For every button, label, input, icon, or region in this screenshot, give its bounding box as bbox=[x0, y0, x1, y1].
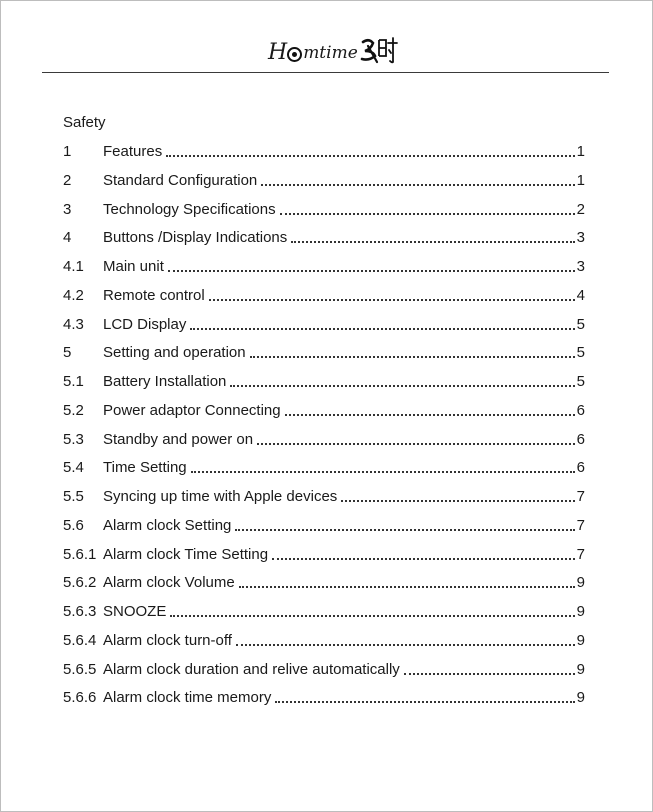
toc-entry-page: 5 bbox=[576, 344, 585, 362]
toc-entry-number: 5.6.3 bbox=[63, 603, 97, 620]
toc-entry[interactable] bbox=[63, 517, 585, 535]
toc-entry-number: 5.1 bbox=[63, 373, 84, 390]
toc-entry[interactable] bbox=[63, 488, 585, 506]
toc-entry-title: LCD Display bbox=[103, 315, 187, 333]
toc-entry-number: 4.1 bbox=[63, 258, 84, 275]
toc-entry[interactable] bbox=[63, 316, 585, 334]
toc-dot-leader bbox=[404, 673, 575, 675]
toc-entry-title: Alarm clock Volume bbox=[103, 574, 235, 592]
toc-entry-page: 6 bbox=[576, 401, 585, 419]
toc-dot-leader bbox=[170, 615, 574, 617]
toc-entry-title: Technology Specifications bbox=[103, 200, 276, 218]
toc-entry-title: SNOOZE bbox=[103, 603, 167, 620]
toc-entry[interactable] bbox=[63, 546, 585, 564]
toc-dot-leader bbox=[191, 471, 575, 473]
toc-entry-title: Alarm clock Setting bbox=[103, 516, 232, 534]
toc-entry[interactable] bbox=[63, 603, 585, 621]
toc-dot-leader bbox=[261, 184, 574, 186]
toc-entry-number: 5.6 bbox=[63, 516, 84, 534]
toc-entry-title: Setting and operation bbox=[103, 344, 246, 362]
toc-entry-number: 5.6.6 bbox=[63, 689, 97, 707]
toc-entry-number: 5.2 bbox=[63, 401, 84, 419]
toc-entry-title: Alarm clock time memory bbox=[103, 689, 272, 707]
toc-entry-title: Standby and power on bbox=[103, 430, 254, 448]
toc-entry-page: 6 bbox=[576, 459, 585, 477]
toc-entry-page: 7 bbox=[576, 545, 585, 563]
toc-entry[interactable] bbox=[63, 287, 585, 305]
toc-entry[interactable] bbox=[63, 229, 585, 247]
toc-entry-page: 5 bbox=[576, 373, 585, 390]
toc-entry-number: 1 bbox=[63, 143, 72, 160]
toc-entry-page: 2 bbox=[576, 200, 585, 218]
toc-dot-leader bbox=[239, 586, 575, 588]
toc-entry-page: 9 bbox=[576, 660, 585, 678]
toc-dot-leader bbox=[280, 213, 575, 215]
toc-entry-title: Buttons /Display Indications bbox=[103, 229, 288, 247]
toc-entry[interactable] bbox=[63, 459, 585, 477]
toc-entry[interactable] bbox=[63, 172, 585, 190]
toc-dot-leader bbox=[209, 299, 575, 301]
toc-entry-number: 5.5 bbox=[63, 488, 84, 505]
toc-entry-title: Standard Configuration bbox=[103, 171, 258, 189]
toc-entry-page: 5 bbox=[576, 315, 585, 333]
header-divider bbox=[42, 72, 609, 73]
toc-entry-number: 3 bbox=[63, 200, 72, 218]
toc-entry[interactable] bbox=[63, 373, 585, 391]
toc-entry[interactable] bbox=[63, 143, 585, 161]
toc-entry-page: 3 bbox=[576, 229, 585, 247]
toc-dot-leader bbox=[235, 529, 574, 531]
toc-entry-number: 5 bbox=[63, 344, 72, 362]
toc-entry-page: 6 bbox=[576, 430, 585, 448]
toc-entry-title: Remote control bbox=[103, 286, 205, 304]
toc-entry-page: 9 bbox=[576, 631, 585, 649]
toc-entry-page: 9 bbox=[576, 574, 585, 592]
toc-entry-title: Battery Installation bbox=[103, 373, 227, 390]
toc-entry-number: 5.6.4 bbox=[63, 631, 97, 649]
toc-entry-number: 4.3 bbox=[63, 315, 84, 333]
toc-entry-number: 5.6.1 bbox=[63, 545, 97, 563]
toc-dot-leader bbox=[275, 701, 574, 703]
toc-entry[interactable] bbox=[63, 344, 585, 362]
toc-entry[interactable] bbox=[63, 258, 585, 276]
toc-entry[interactable] bbox=[63, 431, 585, 449]
toc-entry-title: Alarm clock duration and relive automatically bbox=[103, 660, 400, 678]
toc-entry[interactable] bbox=[63, 689, 585, 707]
toc-dot-leader bbox=[190, 328, 574, 330]
toc-dot-leader bbox=[230, 385, 574, 387]
toc-entry[interactable] bbox=[63, 632, 585, 650]
toc-dot-leader bbox=[250, 356, 575, 358]
toc-entry-title: Power adaptor Connecting bbox=[103, 401, 281, 419]
toc-heading: Safety bbox=[63, 114, 106, 131]
toc-dot-leader bbox=[291, 241, 574, 243]
toc-entry-number: 4.2 bbox=[63, 286, 84, 304]
toc-dot-leader bbox=[168, 270, 575, 272]
toc-dot-leader bbox=[285, 414, 575, 416]
logo-text: mtime bbox=[303, 43, 358, 63]
toc-entry-page: 1 bbox=[576, 171, 585, 189]
toc-entry[interactable] bbox=[63, 402, 585, 420]
toc-entry-number: 5.4 bbox=[63, 459, 84, 477]
toc-dot-leader bbox=[166, 155, 574, 157]
toc-dot-leader bbox=[341, 500, 574, 502]
toc-entry-number: 4 bbox=[63, 229, 72, 247]
toc-entry-title: Features bbox=[103, 143, 163, 160]
toc-entry-number: 5.6.5 bbox=[63, 660, 97, 678]
toc-entry-page: 9 bbox=[576, 689, 585, 707]
toc-entry-title: Main unit bbox=[103, 258, 164, 275]
toc-entry-number: 5.3 bbox=[63, 430, 84, 448]
toc-entry-page: 3 bbox=[576, 258, 585, 275]
logo-o-icon bbox=[287, 47, 302, 62]
toc-entry[interactable] bbox=[63, 661, 585, 679]
brand-logo bbox=[268, 34, 399, 64]
toc-dot-leader bbox=[236, 644, 575, 646]
toc-entry-title: Alarm clock Time Setting bbox=[103, 545, 269, 563]
toc-entry-page: 7 bbox=[576, 516, 585, 534]
toc-entry[interactable] bbox=[63, 201, 585, 219]
toc-entry-number: 5.6.2 bbox=[63, 574, 97, 592]
toc-entry-title: Time Setting bbox=[103, 459, 187, 477]
toc-dot-leader bbox=[257, 443, 575, 445]
toc-entry-page: 4 bbox=[576, 286, 585, 304]
toc-entry-title: Syncing up time with Apple devices bbox=[103, 488, 338, 505]
logo-calligraphy-icon bbox=[359, 34, 399, 64]
toc-entry-page: 9 bbox=[576, 603, 585, 620]
toc-entry[interactable] bbox=[63, 574, 585, 592]
toc-dot-leader bbox=[272, 558, 575, 560]
toc-entry-number: 2 bbox=[63, 171, 72, 189]
logo-h: H bbox=[268, 40, 288, 65]
toc-entry-page: 1 bbox=[576, 143, 585, 160]
toc-entry-page: 7 bbox=[576, 488, 585, 505]
toc-entry-title: Alarm clock turn-off bbox=[103, 631, 232, 649]
